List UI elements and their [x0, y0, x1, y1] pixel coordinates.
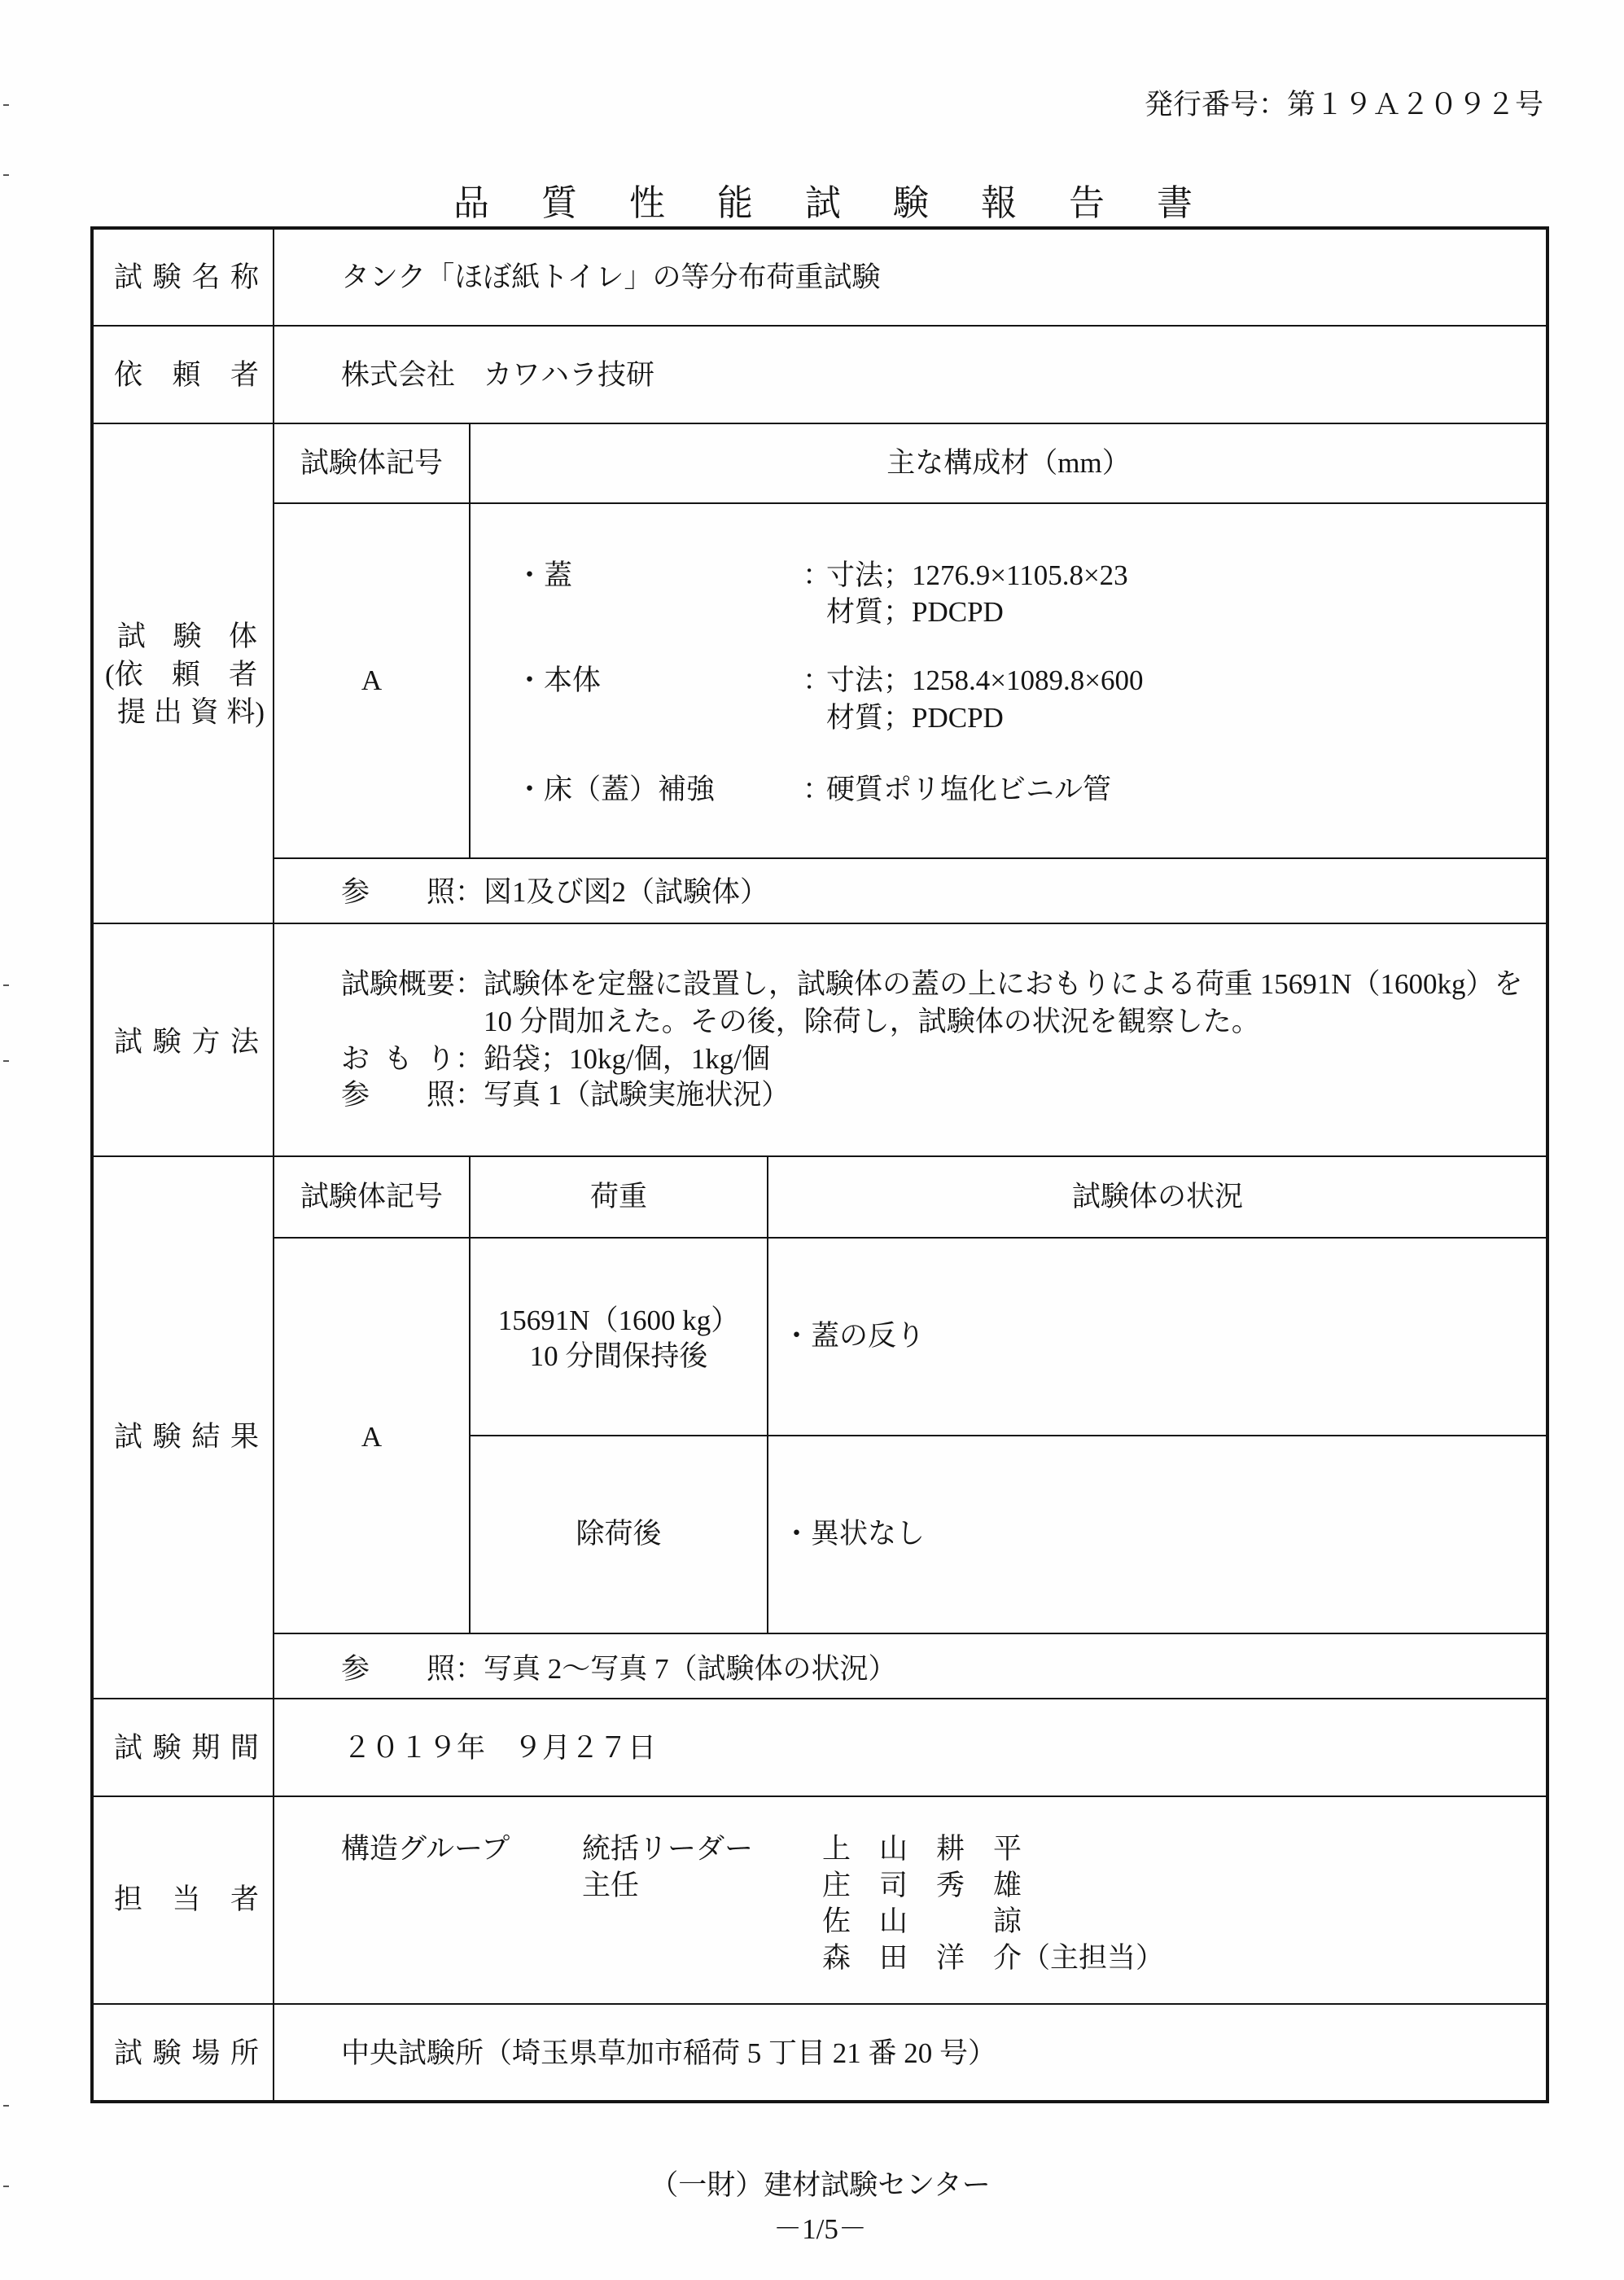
- label-client: [114, 357, 259, 394]
- report-title: [453, 181, 1193, 226]
- label-char: 試: [805, 183, 841, 223]
- specimen-symbol: A: [361, 664, 383, 696]
- staff-name: 森 田 洋 介（主担当）: [822, 1942, 1165, 1974]
- label-test-name: [114, 259, 259, 296]
- reference-colon: ：: [455, 1079, 484, 1111]
- label-char: 頼: [171, 659, 200, 691]
- label-char: り: [426, 1043, 455, 1075]
- table-rule: [470, 1435, 1547, 1436]
- weights-label: [341, 1041, 455, 1078]
- period-value: ２０１９年 ９月２７日: [343, 1732, 657, 1764]
- page-number: －1/5－: [773, 2213, 867, 2245]
- scan-mark: [3, 174, 9, 176]
- results-condition-header: 試験体の状況: [1071, 1181, 1243, 1212]
- table-rule: [92, 423, 1547, 424]
- label-method: [114, 1024, 259, 1061]
- weights-value: 鉛袋；10kg/個，1kg/個: [484, 1043, 770, 1075]
- material-part: ・蓋: [515, 559, 573, 591]
- label-char: 結: [191, 1421, 221, 1453]
- staff-name: 佐 山 諒: [822, 1905, 1022, 1937]
- table-rule: [273, 228, 274, 2102]
- label-char: 称: [230, 261, 259, 293]
- label-char: 照: [426, 1079, 455, 1111]
- label-char: 質: [541, 183, 577, 223]
- label-char: 験: [893, 183, 929, 223]
- table-rule: [92, 1796, 1547, 1797]
- label-char: 験: [152, 1732, 182, 1764]
- results-condition: ・異状なし: [782, 1518, 926, 1550]
- results-symbol-header: 試験体記号: [300, 1181, 443, 1212]
- summary-indent: [341, 1003, 484, 1041]
- method-summary-line: [341, 966, 1523, 1003]
- label-char: 所: [230, 2037, 259, 2069]
- method-weights-line: [341, 1041, 770, 1078]
- label-results: [114, 1418, 259, 1456]
- footer-issuer: （一財）建材試験センター: [650, 2169, 991, 2201]
- label-char: 照: [426, 1653, 455, 1685]
- label-char: 参: [341, 1079, 370, 1111]
- summary-label: [341, 966, 455, 1003]
- label-char: 品: [453, 183, 489, 223]
- results-load: 15691N（1600 kg）: [497, 1304, 740, 1336]
- table-rule: [92, 2003, 1547, 2005]
- label-char: 料): [226, 696, 265, 728]
- label-char: 試: [117, 620, 147, 652]
- label-char: 告: [1069, 183, 1105, 223]
- label-char: 者: [230, 359, 259, 391]
- label-location: [114, 2035, 259, 2072]
- staff-group: 構造グループ: [341, 1833, 510, 1865]
- label-char: 試: [341, 968, 370, 1000]
- label-char: 資: [190, 696, 219, 728]
- label-char: 者: [230, 1883, 259, 1915]
- material-spec: 硬質ポリ塩化ビニル管: [826, 774, 1112, 805]
- summary-text: 試験体を定盤に設置し，試験体の蓋の上におもりによる荷重 15691N（1600kg）を: [484, 968, 1523, 1000]
- label-char: 書: [1157, 183, 1193, 223]
- table-rule: [92, 1155, 1547, 1157]
- results-load: 10 分間保持後: [529, 1340, 708, 1372]
- material-colon: ：: [803, 559, 832, 591]
- label-char: も: [383, 1043, 413, 1075]
- table-rule: [274, 1237, 1547, 1239]
- label-char: 依: [114, 359, 143, 391]
- label-char: 報: [981, 183, 1017, 223]
- label-char: 間: [230, 1732, 259, 1764]
- table-rule: [274, 857, 1547, 859]
- scan-mark: [3, 984, 9, 986]
- label-char: 試: [114, 1732, 143, 1764]
- label-char: 頼: [172, 359, 201, 391]
- materials-header: 主な構成材（mm）: [886, 447, 1131, 479]
- specimen-symbol-header: 試験体記号: [300, 447, 443, 479]
- results-load: 除荷後: [576, 1518, 662, 1550]
- results-condition: ・蓋の反り: [782, 1320, 926, 1352]
- label-char: 性: [629, 183, 665, 223]
- label-specimen-line: [117, 618, 257, 656]
- label-char: (依: [105, 659, 143, 691]
- table-rule: [469, 1156, 471, 1633]
- scan-mark: [3, 1060, 9, 1062]
- table-rule: [92, 923, 1547, 924]
- label-char: 方: [191, 1026, 221, 1058]
- table-rule: [92, 325, 1547, 327]
- label-char: 照: [426, 876, 455, 908]
- results-reference: [341, 1651, 897, 1688]
- material-spec: 寸法；1258.4×1089.8×600: [826, 664, 1144, 696]
- table-rule: [469, 423, 471, 858]
- label-char: 験: [370, 968, 399, 1000]
- material-spec: 材質；PDCPD: [826, 702, 1004, 734]
- reference-value: 図1及び図2（試験体）: [484, 876, 769, 908]
- label-char: 法: [230, 1026, 259, 1058]
- label-char: 概: [398, 968, 427, 1000]
- material-colon: ：: [803, 664, 832, 696]
- location-value: 中央試験所（埼玉県草加市稲荷 5 丁目 21 番 20 号）: [341, 2037, 997, 2069]
- material-colon: ：: [803, 774, 832, 805]
- specimen-reference: [341, 874, 768, 911]
- label-char: 提: [117, 696, 147, 728]
- label-char: 験: [152, 1026, 182, 1058]
- label-period: [114, 1730, 259, 1767]
- table-rule: [274, 502, 1547, 504]
- label-char: 試: [114, 261, 143, 293]
- table-rule: [92, 1698, 1547, 1699]
- label-char: 体: [228, 620, 257, 652]
- reference-label: [341, 1651, 455, 1688]
- method-summary-line: [341, 1003, 1260, 1041]
- scan-mark: [3, 2186, 9, 2187]
- reference-value: 写真 2〜写真 7（試験体の状況）: [484, 1653, 897, 1685]
- label-char: 担: [114, 1883, 143, 1915]
- report-table-frame: [90, 226, 1549, 2103]
- label-char: 試: [114, 2037, 143, 2069]
- results-symbol: A: [361, 1421, 383, 1453]
- label-char: 果: [230, 1421, 259, 1453]
- weights-colon: ：: [455, 1043, 484, 1075]
- method-reference: [341, 1076, 790, 1114]
- label-char: 名: [191, 261, 221, 293]
- label-char: お: [341, 1043, 370, 1075]
- label-char: 能: [717, 183, 753, 223]
- test-name-value: タンク「ほぼ紙トイレ」の等分布荷重試験: [341, 261, 881, 293]
- reference-colon: ：: [455, 876, 484, 908]
- label-char: 参: [341, 1653, 370, 1685]
- reference-colon: ：: [455, 1653, 484, 1685]
- label-char: 当: [172, 1883, 201, 1915]
- label-char: 期: [191, 1732, 221, 1764]
- label-char: 者: [228, 659, 257, 691]
- label-staff: [114, 1881, 259, 1918]
- reference-value: 写真 1（試験実施状況）: [484, 1079, 790, 1111]
- staff-role: 主任: [582, 1870, 640, 1901]
- reference-label: [341, 874, 455, 911]
- label-char: 験: [152, 261, 182, 293]
- scan-mark: [3, 2105, 9, 2107]
- label-char: 試: [114, 1026, 143, 1058]
- results-load-header: 荷重: [589, 1181, 647, 1212]
- reference-label: [341, 1076, 455, 1114]
- scan-mark: [3, 104, 9, 106]
- summary-colon: ：: [455, 968, 484, 1000]
- label-char: 験: [173, 620, 202, 652]
- material-spec: 寸法；1276.9×1105.8×23: [826, 559, 1128, 591]
- label-char: 出: [153, 696, 182, 728]
- label-specimen-line: [117, 694, 265, 731]
- staff-role: 統括リーダー: [582, 1833, 754, 1865]
- label-char: 験: [152, 2037, 182, 2069]
- label-specimen-line: [105, 656, 257, 694]
- summary-text: 10 分間加えた。その後，除荷し，試験体の状況を観察した。: [484, 1006, 1260, 1037]
- label-char: 参: [341, 876, 370, 908]
- table-rule: [767, 1156, 768, 1633]
- label-char: 験: [152, 1421, 182, 1453]
- label-char: 場: [191, 2037, 221, 2069]
- material-spec: 材質；PDCPD: [826, 596, 1004, 628]
- staff-name: 上 山 耕 平: [822, 1833, 1022, 1865]
- material-part: ・床（蓋）補強: [515, 774, 716, 805]
- client-value: 株式会社 カワハラ技研: [341, 359, 655, 391]
- staff-name: 庄 司 秀 雄: [822, 1870, 1022, 1901]
- document-number: 発行番号：第１９Ａ２０９２号: [1144, 89, 1543, 121]
- table-rule: [274, 1633, 1547, 1634]
- label-char: 要: [427, 968, 456, 1000]
- material-part: ・本体: [515, 664, 602, 696]
- label-char: 試: [114, 1421, 143, 1453]
